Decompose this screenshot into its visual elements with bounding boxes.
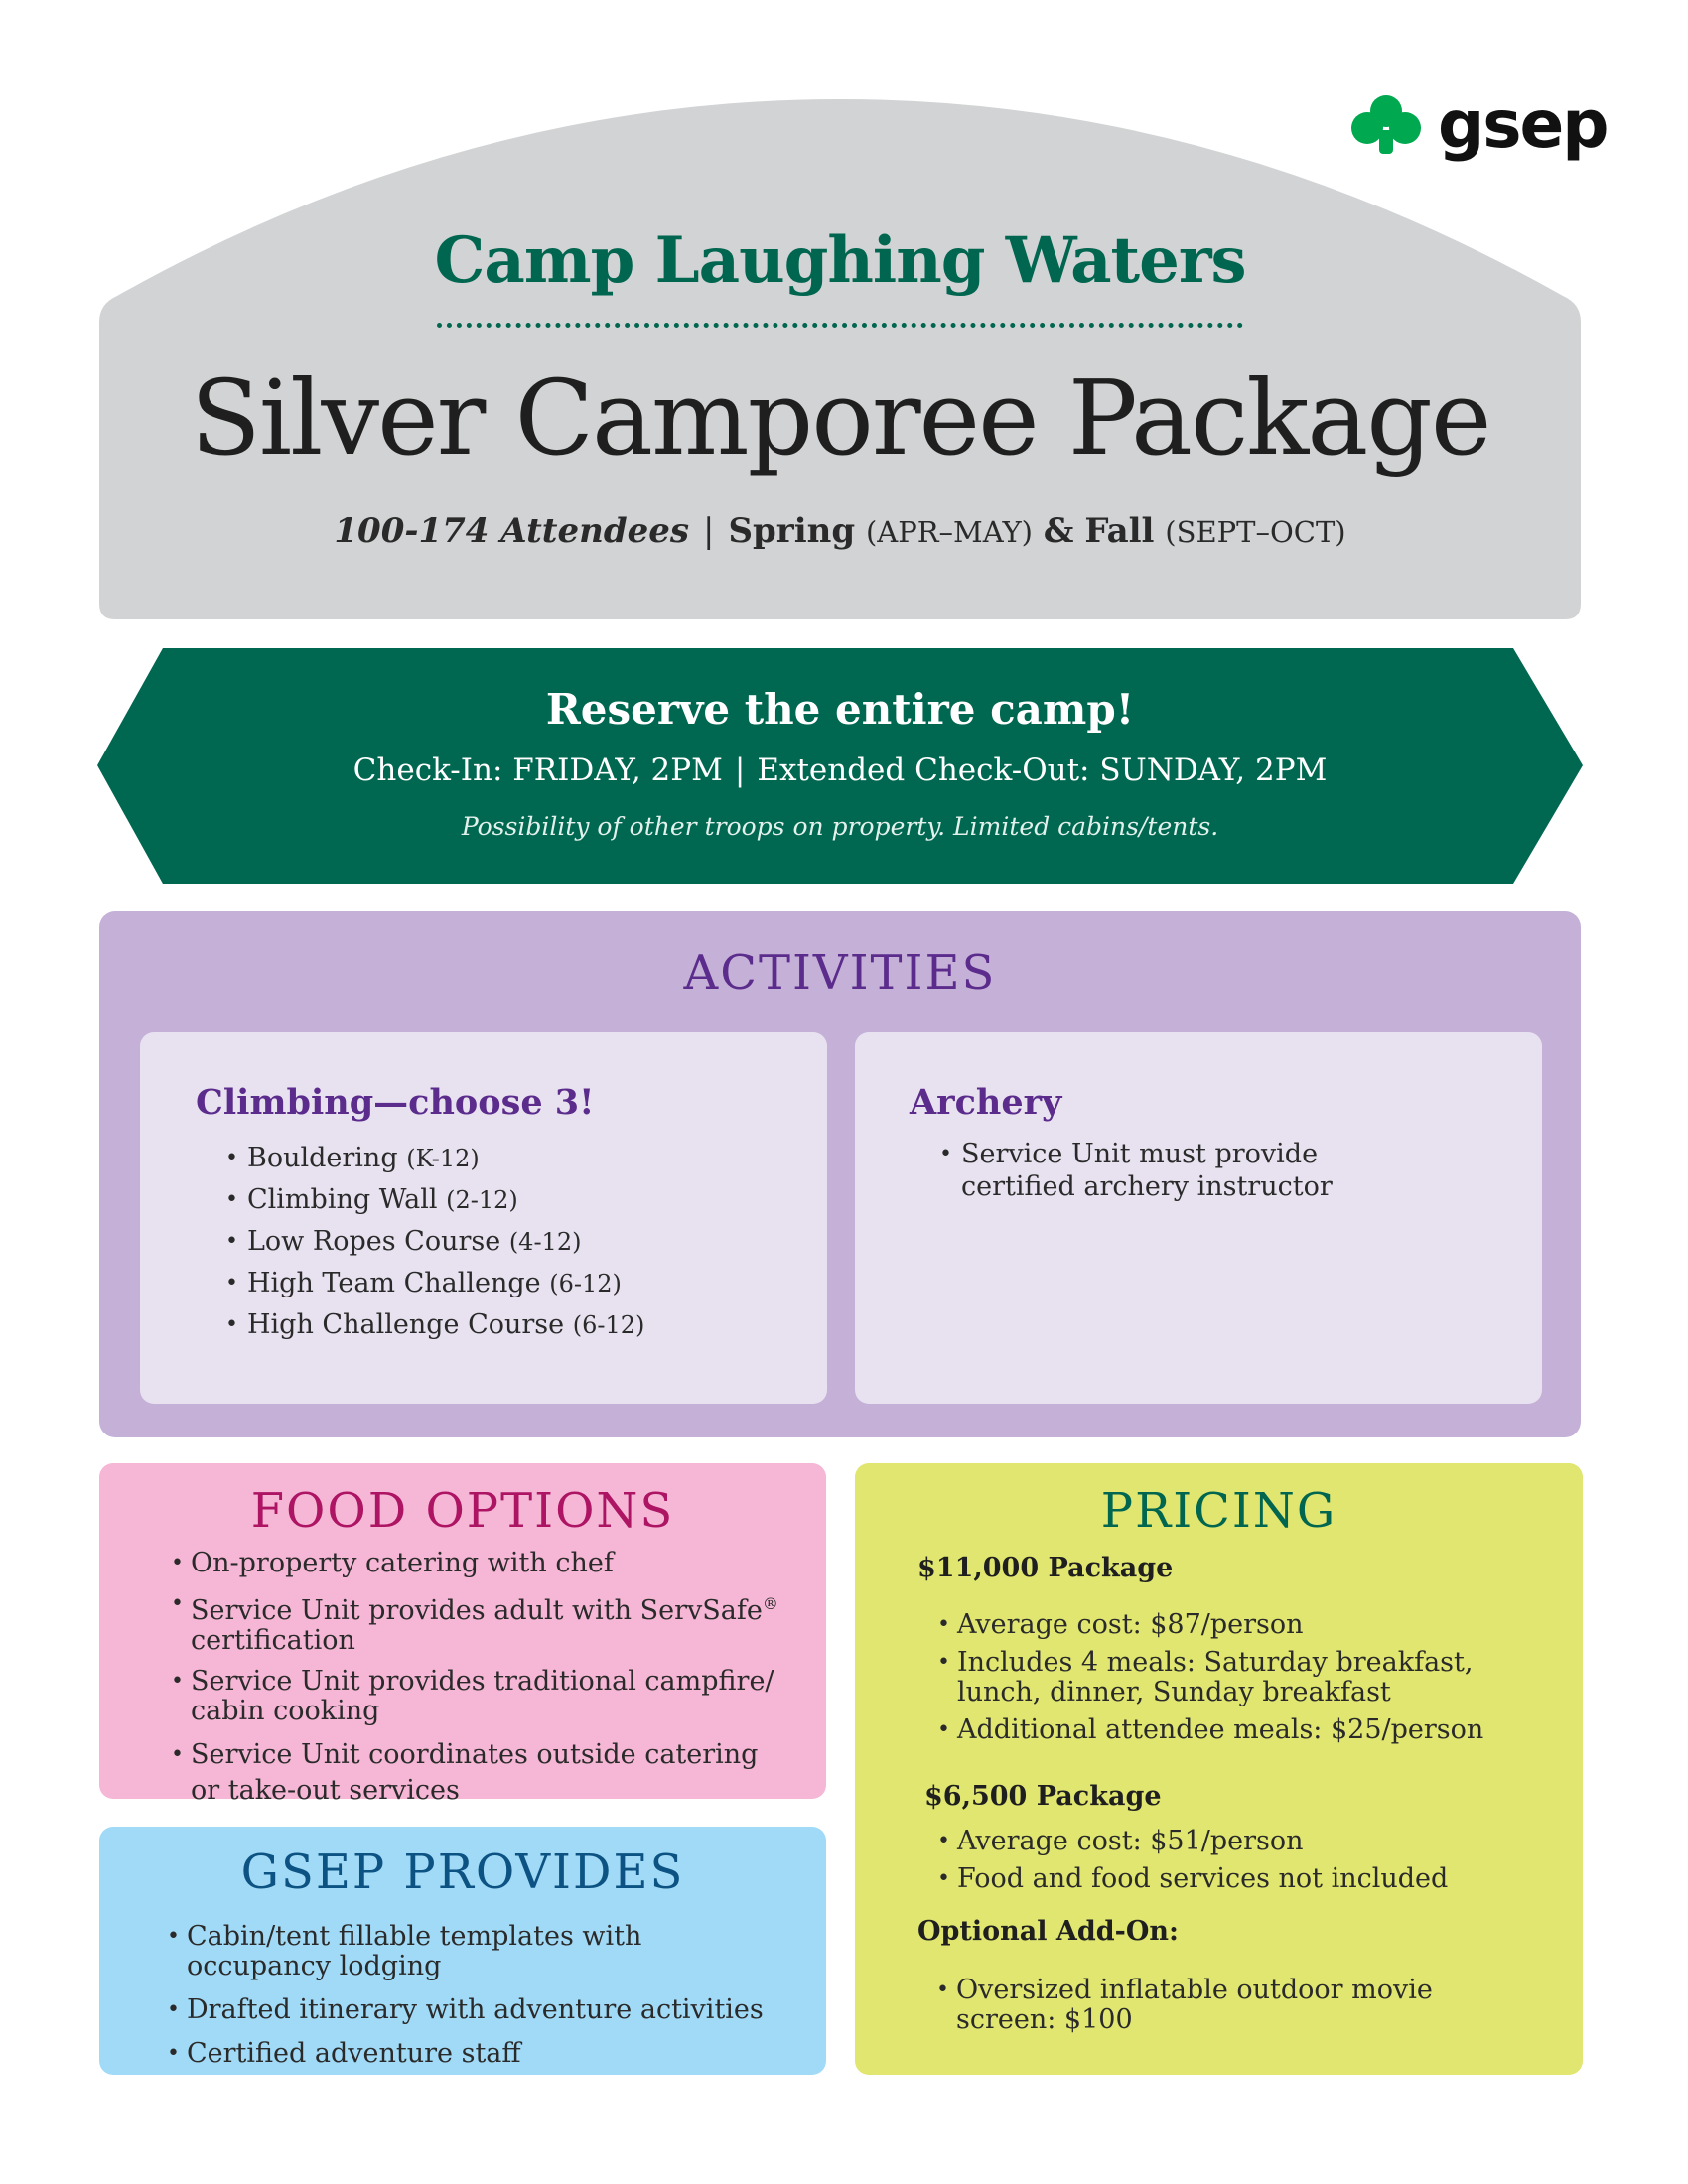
list-item: • Cabin/tent fillable templates with occupancy lodging	[187, 1922, 802, 1981]
list-item: • Includes 4 meals: Saturday breakfast, lunch, dinner, Sunday breakfast	[957, 1648, 1573, 1707]
list-item: • Drafted itinerary with adventure activities	[187, 1995, 802, 2025]
addon-heading: Optional Add-On:	[917, 1916, 1179, 1947]
package-subline	[99, 511, 1581, 551]
subline-separator: |	[703, 511, 715, 551]
pricing-title: PRICING	[1100, 1483, 1337, 1539]
food-options-title: FOOD OPTIONS	[250, 1483, 675, 1539]
list-item: • High Challenge Course (6-12)	[247, 1304, 644, 1346]
archery-heading: Archery	[910, 1082, 1062, 1123]
addon-list	[956, 1976, 1572, 2043]
list-item: • Average cost: $87/person	[957, 1610, 1573, 1640]
list-item: • Oversized inflatable outdoor movie screen: $100	[956, 1976, 1572, 2035]
gsep-provides-title: GSEP PROVIDES	[240, 1844, 685, 1900]
food-list	[191, 1549, 806, 1809]
season-fall: Fall	[1084, 511, 1155, 551]
provides-list	[187, 1922, 802, 2083]
activities-title: ACTIVITIES	[683, 945, 997, 1001]
list-item: • Climbing Wall (2-12)	[247, 1179, 644, 1221]
list-item: • Service Unit must provide certified archery instructor	[961, 1138, 1333, 1203]
dotted-divider	[437, 323, 1243, 328]
header-panel	[99, 99, 1581, 619]
package-1-list	[957, 1610, 1573, 1753]
list-item: • Service Unit coordinates outside catering or take-out services	[191, 1737, 806, 1809]
list-item: • Certified adventure staff	[187, 2039, 802, 2069]
package-title: Silver Camporee Package	[190, 357, 1490, 478]
package-2-list	[957, 1827, 1573, 1902]
list-item: • Average cost: $51/person	[957, 1827, 1573, 1856]
archery-card	[855, 1032, 1542, 1404]
climbing-list	[247, 1138, 644, 1346]
season-spring: Spring	[728, 511, 856, 551]
package-2-heading: $6,500 Package	[924, 1781, 1162, 1812]
activities-section	[99, 911, 1581, 1437]
check-in-text: Check-In: FRIDAY, 2PM	[352, 752, 723, 788]
list-item: • Bouldering (K-12)	[247, 1138, 644, 1179]
climbing-heading: Climbing—choose 3!	[196, 1082, 595, 1123]
archery-list	[961, 1138, 1333, 1203]
logo-wordmark: gsep	[1438, 86, 1608, 163]
list-item: • Low Ropes Course (4-12)	[247, 1221, 644, 1263]
list-item: • On-property catering with chef	[191, 1549, 806, 1578]
banner-headline: Reserve the entire camp!	[545, 685, 1135, 734]
reserve-banner	[97, 648, 1583, 884]
fall-months: (SEPT–OCT)	[1165, 515, 1346, 549]
list-item: • Additional attendee meals: $25/person	[957, 1715, 1573, 1745]
food-options-section	[99, 1463, 826, 1806]
list-item: • Food and food services not included	[957, 1864, 1573, 1894]
package-1-heading: $11,000 Package	[917, 1553, 1174, 1583]
list-item: • High Team Challenge (6-12)	[247, 1263, 644, 1304]
attendee-range: 100-174 Attendees	[334, 511, 690, 551]
banner-note: Possibility of other troops on property. Limited cabins/tents.	[461, 812, 1219, 841]
pricing-section	[855, 1463, 1583, 2075]
banner-separator: |	[734, 752, 746, 788]
banner-checkin-line	[97, 752, 1583, 788]
check-out-text: Extended Check-Out: SUNDAY, 2PM	[757, 752, 1328, 788]
gsep-provides-section	[99, 1827, 826, 2075]
list-item: • Service Unit provides traditional campfire/ cabin cooking	[191, 1667, 806, 1726]
spring-months: (APR–MAY)	[865, 515, 1033, 549]
list-item: • Service Unit provides adult with ServSafe® certification	[191, 1589, 806, 1656]
season-amp: &	[1043, 511, 1074, 551]
camp-name: Camp Laughing Waters	[434, 223, 1246, 298]
climbing-card	[140, 1032, 827, 1404]
